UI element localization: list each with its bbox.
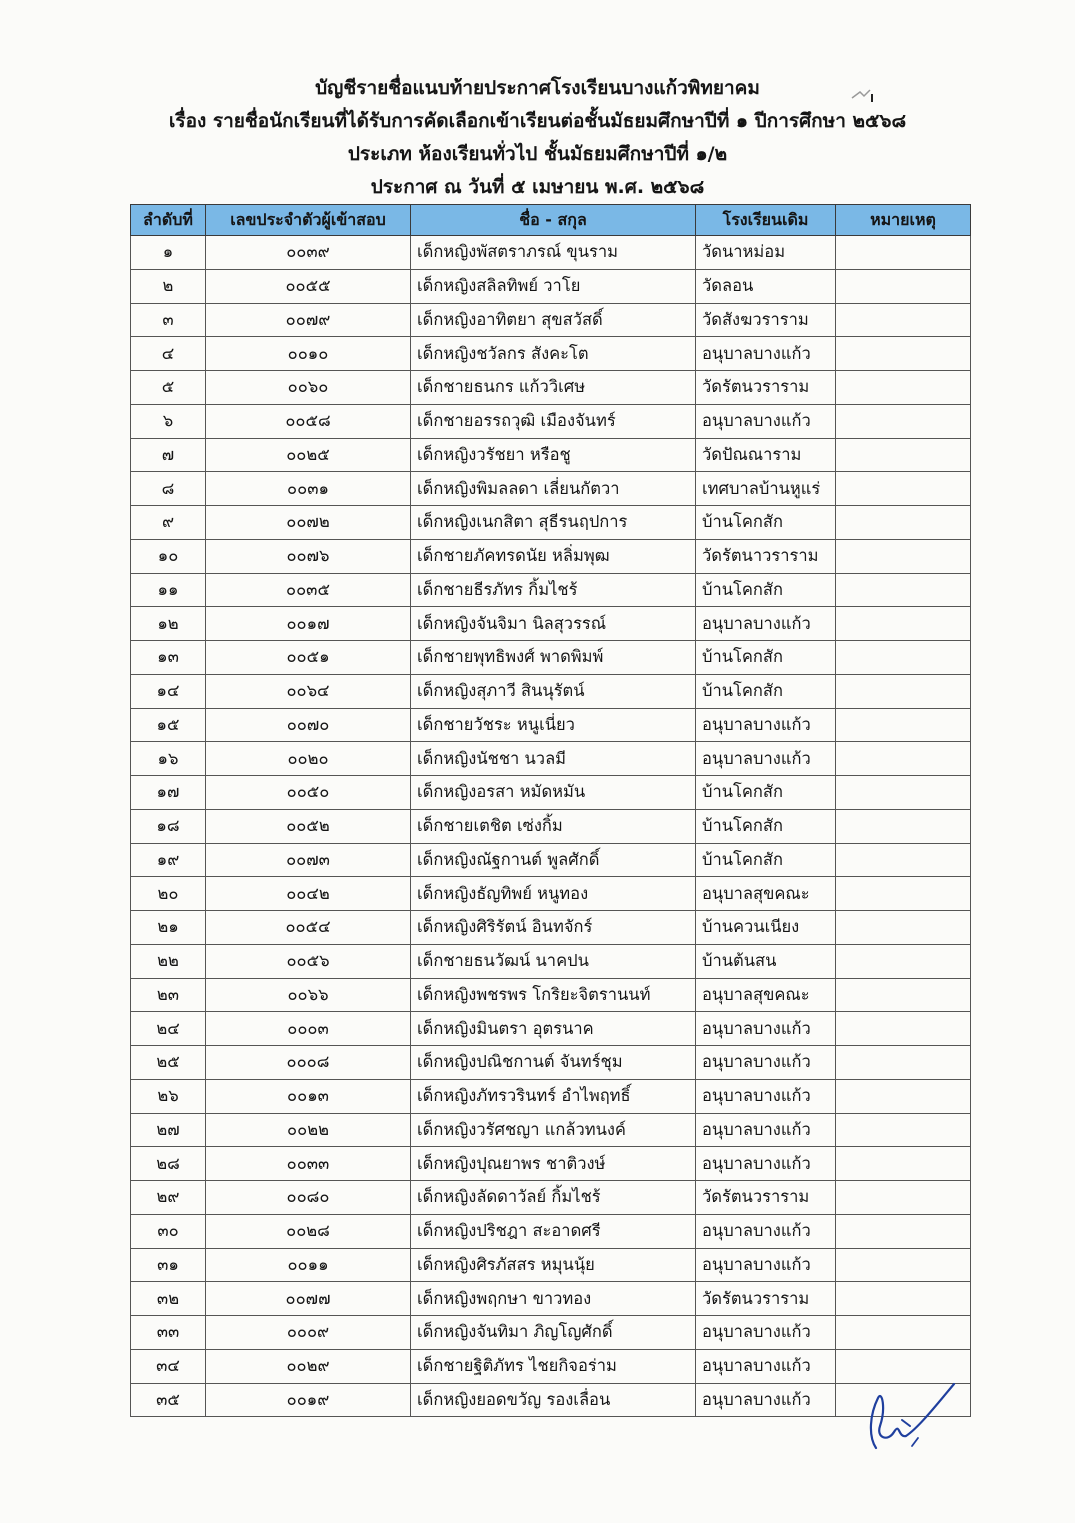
row-number: ๒๗ [131, 1113, 206, 1147]
row-number: ๘ [131, 472, 206, 506]
row-note [836, 944, 971, 978]
row-exam-id: ๐๐๐๙ [206, 1316, 411, 1350]
table-row [131, 1383, 971, 1417]
table-row [131, 742, 971, 776]
row-previous-school: อนุบาลบางแก้ว [696, 404, 836, 438]
row-previous-school: อนุบาลบางแก้ว [696, 1214, 836, 1248]
row-previous-school: บ้านโคกสัก [696, 641, 836, 675]
row-exam-id: ๐๐๐๓ [206, 1012, 411, 1046]
row-number: ๓๔ [131, 1349, 206, 1383]
doc-date: ประกาศ ณ วันที่ ๕ เมษายน พ.ศ. ๒๕๖๘ [370, 176, 705, 198]
row-number: ๓๕ [131, 1383, 206, 1417]
row-note [836, 1079, 971, 1113]
row-number: ๑๐ [131, 539, 206, 573]
row-number: ๙ [131, 506, 206, 540]
row-exam-id: ๐๐๒๘ [206, 1214, 411, 1248]
row-note [836, 776, 971, 810]
row-student-name: เด็กหญิงวรัชยา หรือชู [411, 438, 696, 472]
row-student-name: เด็กชายธนกร แก้ววิเศษ [411, 371, 696, 405]
row-exam-id: ๐๐๗๐ [206, 708, 411, 742]
row-student-name: เด็กหญิงปริชฎา สะอาดศรี [411, 1214, 696, 1248]
row-exam-id: ๐๐๒๒ [206, 1113, 411, 1147]
row-number: ๑๘ [131, 809, 206, 843]
table-row [131, 1316, 971, 1350]
row-student-name: เด็กหญิงชวัลกร สังคะโต [411, 337, 696, 371]
row-number: ๒๖ [131, 1079, 206, 1113]
row-note [836, 1181, 971, 1215]
row-exam-id: ๐๐๖๖ [206, 978, 411, 1012]
row-note [836, 1248, 971, 1282]
row-note [836, 1316, 971, 1350]
row-student-name: เด็กหญิงจันทิมา ภิญโญศักดิ์ [411, 1316, 696, 1350]
table-row [131, 337, 971, 371]
row-number: ๑๗ [131, 776, 206, 810]
table-row [131, 573, 971, 607]
row-note [836, 337, 971, 371]
row-number: ๖ [131, 404, 206, 438]
header-exam-id: เลขประจำตัวผู้เข้าสอบ [206, 205, 411, 236]
row-note [836, 843, 971, 877]
row-previous-school: บ้านโคกสัก [696, 843, 836, 877]
row-exam-id: ๐๐๓๑ [206, 472, 411, 506]
row-student-name: เด็กหญิงสลิลทิพย์ วาโย [411, 269, 696, 303]
table-row [131, 911, 971, 945]
table-row [131, 776, 971, 810]
table-row [131, 843, 971, 877]
row-student-name: เด็กหญิงพชรพร โกริยะจิตรานนท์ [411, 978, 696, 1012]
table-row [131, 269, 971, 303]
row-exam-id: ๐๐๑๗ [206, 607, 411, 641]
row-number: ๕ [131, 371, 206, 405]
table-row [131, 809, 971, 843]
row-number: ๒๒ [131, 944, 206, 978]
row-student-name: เด็กชายเตชิต เซ่งกิ้ม [411, 809, 696, 843]
row-student-name: เด็กหญิงจันจิมา นิลสุวรรณ์ [411, 607, 696, 641]
row-exam-id: ๐๐๗๒ [206, 506, 411, 540]
row-student-name: เด็กหญิงศิริรัตน์ อินทจักร์ [411, 911, 696, 945]
row-student-name: เด็กหญิงนัชชา นวลมี [411, 742, 696, 776]
row-exam-id: ๐๐๕๘ [206, 404, 411, 438]
row-number: ๒๔ [131, 1012, 206, 1046]
row-student-name: เด็กหญิงภัทรวรินทร์ อำไพฤทธิ์ [411, 1079, 696, 1113]
row-previous-school: อนุบาลบางแก้ว [696, 708, 836, 742]
row-previous-school: เทศบาลบ้านหูแร่ [696, 472, 836, 506]
table-row [131, 1349, 971, 1383]
row-note [836, 809, 971, 843]
row-previous-school: อนุบาลบางแก้ว [696, 607, 836, 641]
row-previous-school: วัดรัตนาวราราม [696, 539, 836, 573]
row-number: ๓ [131, 303, 206, 337]
row-note [836, 607, 971, 641]
row-student-name: เด็กชายฐิติภัทร ไชยกิจอร่าม [411, 1349, 696, 1383]
row-number: ๑๖ [131, 742, 206, 776]
row-previous-school: อนุบาลบางแก้ว [696, 337, 836, 371]
header-name: ชื่อ - สกุล [411, 205, 696, 236]
row-student-name: เด็กชายอรรถวุฒิ เมืองจันทร์ [411, 404, 696, 438]
table-row [131, 303, 971, 337]
row-previous-school: อนุบาลบางแก้ว [696, 1383, 836, 1417]
pen-mark-icon [848, 84, 878, 108]
row-student-name: เด็กชายธีรภัทร กิ้มไชร้ [411, 573, 696, 607]
row-previous-school: อนุบาลบางแก้ว [696, 1079, 836, 1113]
row-student-name: เด็กหญิงพฤกษา ขาวทอง [411, 1282, 696, 1316]
row-exam-id: ๐๐๕๔ [206, 911, 411, 945]
row-student-name: เด็กชายภัคทรดนัย หลิ่มพุฒ [411, 539, 696, 573]
row-previous-school: บ้านโคกสัก [696, 573, 836, 607]
row-number: ๒๓ [131, 978, 206, 1012]
row-number: ๓๓ [131, 1316, 206, 1350]
row-previous-school: วัดรัตนวราราม [696, 1282, 836, 1316]
row-number: ๒ [131, 269, 206, 303]
row-previous-school: อนุบาลบางแก้ว [696, 1113, 836, 1147]
table-row [131, 1248, 971, 1282]
row-student-name: เด็กหญิงณัฐกานต์ พูลศักดิ์ [411, 843, 696, 877]
row-note [836, 1147, 971, 1181]
table-row [131, 472, 971, 506]
row-number: ๑๒ [131, 607, 206, 641]
row-note [836, 674, 971, 708]
row-exam-id: ๐๐๗๖ [206, 539, 411, 573]
row-note [836, 742, 971, 776]
row-exam-id: ๐๐๗๗ [206, 1282, 411, 1316]
row-exam-id: ๐๐๗๓ [206, 843, 411, 877]
row-previous-school: บ้านโคกสัก [696, 674, 836, 708]
table-row [131, 1113, 971, 1147]
row-previous-school: วัดสังฆวราราม [696, 303, 836, 337]
row-number: ๑๙ [131, 843, 206, 877]
row-student-name: เด็กหญิงปุณยาพร ชาติวงษ์ [411, 1147, 696, 1181]
table-row [131, 506, 971, 540]
row-exam-id: ๐๐๖๔ [206, 674, 411, 708]
header-school: โรงเรียนเดิม [696, 205, 836, 236]
row-exam-id: ๐๐๒๙ [206, 1349, 411, 1383]
table-row [131, 1147, 971, 1181]
row-number: ๒๙ [131, 1181, 206, 1215]
doc-category: ประเภท ห้องเรียนทั่วไป ชั้นมัธยมศึกษาปีที่ ๑/๒ [347, 143, 728, 165]
row-student-name: เด็กหญิงอรสา หมัดหมัน [411, 776, 696, 810]
row-note [836, 472, 971, 506]
row-number: ๓๑ [131, 1248, 206, 1282]
row-previous-school: วัดนาหม่อม [696, 236, 836, 270]
row-student-name: เด็กหญิงธัญทิพย์ หนูทอง [411, 877, 696, 911]
row-exam-id: ๐๐๐๘ [206, 1046, 411, 1080]
row-number: ๒๕ [131, 1046, 206, 1080]
row-exam-id: ๐๐๑๓ [206, 1079, 411, 1113]
row-previous-school: บ้านต้นสน [696, 944, 836, 978]
row-number: ๑ [131, 236, 206, 270]
row-number: ๑๓ [131, 641, 206, 675]
table-row [131, 1282, 971, 1316]
doc-subject: เรื่อง รายชื่อนักเรียนที่ได้รับการคัดเลือกเข้าเรียนต่อชั้นมัธยมศึกษาปีที่ ๑ ปีการศึกษา ๒๕๖๘ [168, 110, 907, 132]
row-exam-id: ๐๐๘๐ [206, 1181, 411, 1215]
row-exam-id: ๐๐๒๐ [206, 742, 411, 776]
table-row [131, 1079, 971, 1113]
row-previous-school: บ้านโคกสัก [696, 506, 836, 540]
row-student-name: เด็กหญิงเนกสิตา สุธีรนฤปการ [411, 506, 696, 540]
row-exam-id: ๐๐๑๙ [206, 1383, 411, 1417]
table-row [131, 438, 971, 472]
table-row [131, 1214, 971, 1248]
row-previous-school: บ้านควนเนียง [696, 911, 836, 945]
row-exam-id: ๐๐๖๐ [206, 371, 411, 405]
row-note [836, 1012, 971, 1046]
row-previous-school: อนุบาลบางแก้ว [696, 1012, 836, 1046]
student-table [130, 204, 971, 1417]
row-previous-school: อนุบาลสุขคณะ [696, 978, 836, 1012]
row-student-name: เด็กหญิงยอดขวัญ รองเลื่อน [411, 1383, 696, 1417]
row-number: ๒๘ [131, 1147, 206, 1181]
row-note [836, 877, 971, 911]
row-exam-id: ๐๐๕๑ [206, 641, 411, 675]
row-student-name: เด็กหญิงปณิชกานต์ จันทร์ชุม [411, 1046, 696, 1080]
row-note [836, 371, 971, 405]
row-previous-school: วัดรัตนวราราม [696, 371, 836, 405]
row-exam-id: ๐๐๕๕ [206, 269, 411, 303]
row-exam-id: ๐๐๑๑ [206, 1248, 411, 1282]
row-note [836, 506, 971, 540]
row-student-name: เด็กหญิงศิรภัสสร หมุนนุ้ย [411, 1248, 696, 1282]
row-student-name: เด็กหญิงลัดดาวัลย์ กิ้มไชร้ [411, 1181, 696, 1215]
row-student-name: เด็กชายวัชระ หนูเนี่ยว [411, 708, 696, 742]
row-number: ๑๕ [131, 708, 206, 742]
row-number: ๓๐ [131, 1214, 206, 1248]
row-note [836, 1282, 971, 1316]
row-student-name: เด็กหญิงสุภาวี สินนุรัตน์ [411, 674, 696, 708]
row-note [836, 303, 971, 337]
row-number: ๔ [131, 337, 206, 371]
row-previous-school: อนุบาลบางแก้ว [696, 1316, 836, 1350]
row-previous-school: อนุบาลบางแก้ว [696, 1349, 836, 1383]
row-exam-id: ๐๐๔๒ [206, 877, 411, 911]
table-row [131, 1046, 971, 1080]
row-note [836, 978, 971, 1012]
row-student-name: เด็กหญิงมินตรา อุตรนาค [411, 1012, 696, 1046]
table-row [131, 877, 971, 911]
row-note [836, 539, 971, 573]
table-row [131, 236, 971, 270]
row-previous-school: อนุบาลบางแก้ว [696, 1147, 836, 1181]
table-row [131, 978, 971, 1012]
row-exam-id: ๐๐๑๐ [206, 337, 411, 371]
row-number: ๑๑ [131, 573, 206, 607]
row-note [836, 708, 971, 742]
row-previous-school: บ้านโคกสัก [696, 776, 836, 810]
table-row [131, 371, 971, 405]
row-note [836, 1046, 971, 1080]
row-previous-school: วัดปัณณาราม [696, 438, 836, 472]
row-number: ๒๐ [131, 877, 206, 911]
table-header-row [131, 205, 971, 236]
row-student-name: เด็กหญิงวรัศชญา แกล้วทนงค์ [411, 1113, 696, 1147]
row-previous-school: อนุบาลสุขคณะ [696, 877, 836, 911]
table-row [131, 404, 971, 438]
table-row [131, 607, 971, 641]
signature-icon [862, 1378, 962, 1458]
row-exam-id: ๐๐๕๖ [206, 944, 411, 978]
document-header [0, 72, 1075, 204]
row-exam-id: ๐๐๕๒ [206, 809, 411, 843]
row-previous-school: วัดรัตนวราราม [696, 1181, 836, 1215]
row-student-name: เด็กชายธนวัฒน์ นาคปน [411, 944, 696, 978]
table-body [131, 236, 971, 1417]
row-exam-id: ๐๐๓๙ [206, 236, 411, 270]
row-note [836, 438, 971, 472]
row-note [836, 911, 971, 945]
row-note [836, 573, 971, 607]
row-note [836, 236, 971, 270]
table-row [131, 944, 971, 978]
row-exam-id: ๐๐๓๓ [206, 1147, 411, 1181]
header-note: หมายเหตุ [836, 205, 971, 236]
row-note [836, 1113, 971, 1147]
header-no: ลำดับที่ [131, 205, 206, 236]
row-student-name: เด็กหญิงพัสตราภรณ์ ขุนราม [411, 236, 696, 270]
row-note [836, 641, 971, 675]
row-exam-id: ๐๐๗๙ [206, 303, 411, 337]
row-exam-id: ๐๐๒๕ [206, 438, 411, 472]
table-row [131, 539, 971, 573]
table-row [131, 641, 971, 675]
table-row [131, 708, 971, 742]
row-note [836, 1214, 971, 1248]
row-previous-school: อนุบาลบางแก้ว [696, 1248, 836, 1282]
row-student-name: เด็กหญิงอาทิตยา สุขสวัสดิ์ [411, 303, 696, 337]
row-note [836, 269, 971, 303]
row-number: ๒๑ [131, 911, 206, 945]
row-student-name: เด็กหญิงพิมลลดา เลี่ยนกัตวา [411, 472, 696, 506]
row-previous-school: อนุบาลบางแก้ว [696, 742, 836, 776]
row-previous-school: อนุบาลบางแก้ว [696, 1046, 836, 1080]
row-exam-id: ๐๐๕๐ [206, 776, 411, 810]
row-previous-school: บ้านโคกสัก [696, 809, 836, 843]
row-student-name: เด็กชายพุทธิพงศ์ พาดพิมพ์ [411, 641, 696, 675]
row-exam-id: ๐๐๓๕ [206, 573, 411, 607]
row-note [836, 404, 971, 438]
row-number: ๗ [131, 438, 206, 472]
table-row [131, 1012, 971, 1046]
table-row [131, 674, 971, 708]
table-row [131, 1181, 971, 1215]
row-number: ๓๒ [131, 1282, 206, 1316]
doc-title: บัญชีรายชื่อแนบท้ายประกาศโรงเรียนบางแก้วพิทยาคม [315, 77, 760, 99]
row-number: ๑๔ [131, 674, 206, 708]
row-previous-school: วัดลอน [696, 269, 836, 303]
